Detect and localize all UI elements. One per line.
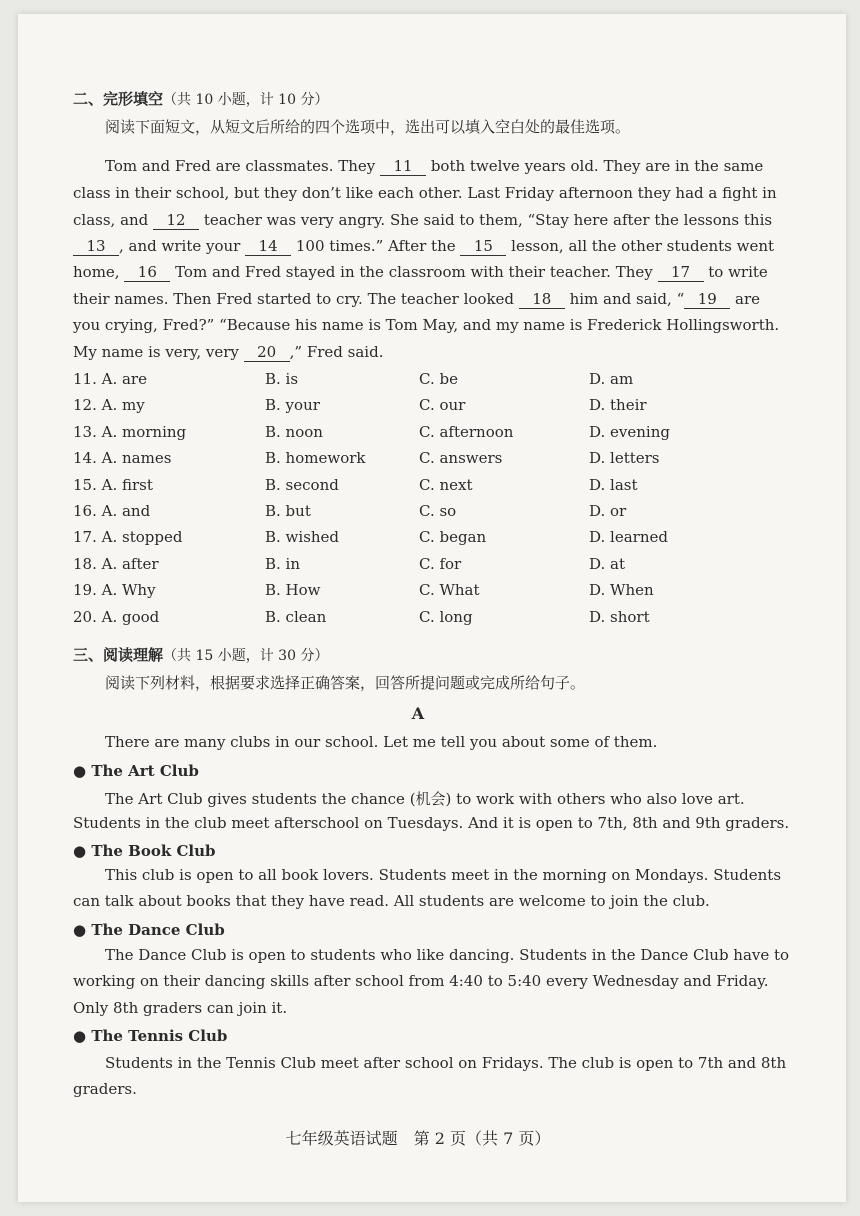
blank-number: 16 [124, 263, 170, 282]
option-a: 16. A. and [73, 502, 151, 520]
option-b: B. but [265, 502, 311, 520]
blank-number: 20 [244, 343, 290, 362]
passage-label: A [411, 704, 425, 723]
cloze-text: My name is very, very [73, 343, 244, 361]
blank-number: 11 [380, 157, 426, 176]
option-c: C. answers [419, 449, 503, 468]
option-b: B. noon [265, 422, 323, 441]
option-c: C. long [419, 607, 473, 626]
option-a: 18. A. after [73, 554, 159, 573]
book-club-text-2: can talk about books that they have read. All students are welcome to join the club. [73, 892, 710, 910]
option-b: B. wished [265, 528, 340, 547]
option-d: D. last [589, 475, 638, 494]
cloze-text: teacher was very angry. She said to them, “Stay here after the lessons this [199, 211, 773, 229]
option-b: B. is [265, 370, 299, 388]
art-club-text-2: Students in the club meet afterschool on Tuesdays. And it is open to 7th, 8th and 9th graders. [73, 814, 790, 832]
cloze-text: him and said, “ [564, 290, 685, 308]
option-b: B. in [265, 554, 301, 573]
dance-club-text-3: Only 8th graders can join it. [73, 999, 288, 1017]
blank-number: 13 [73, 237, 119, 256]
option-c: C. next [419, 475, 473, 494]
cloze-text: are [730, 290, 760, 308]
option-b: B. How [265, 581, 321, 600]
option-d: D. When [589, 581, 654, 600]
dance-club-heading: ● The Dance Club [73, 921, 225, 939]
cloze-text: class, and [73, 211, 154, 229]
book-club-heading: ● The Book Club [73, 842, 216, 860]
cloze-line [73, 263, 768, 282]
option-c: C. for [419, 554, 462, 573]
dance-club-text-2: working on their dancing skills after school from 4:40 to 5:40 every Wednesday and Friday. [73, 972, 769, 990]
blank-number: 15 [460, 237, 506, 256]
blank-number: 17 [658, 263, 704, 282]
option-c: C. afternoon [419, 422, 514, 441]
section3-header [73, 644, 328, 665]
cloze-text: their names. Then Fred started to cry. The teacher looked [73, 290, 519, 308]
option-a: 15. A. first [73, 475, 153, 494]
option-d: D. or [589, 502, 627, 520]
cloze-text: Tom and Fred are classmates. They [105, 157, 381, 175]
option-d: D. letters [589, 449, 660, 468]
option-c: C. our [419, 396, 466, 415]
blank-number: 19 [684, 290, 730, 309]
section2-instruction: 阅读下面短文，从短文后所给的四个选项中，选出可以填入空白处的最佳选项。 [105, 118, 631, 136]
option-d: D. am [589, 370, 634, 388]
cloze-text: both twelve years old. They are in the same [426, 157, 764, 175]
option-c: C. so [419, 502, 457, 520]
section3-title: 三、阅读理解 [73, 646, 164, 664]
dance-club-text-1: The Dance Club is open to students who like dancing. Students in the Dance Club have to [105, 946, 790, 964]
blank-number: 14 [245, 237, 291, 256]
book-club-text-1: This club is open to all book lovers. Students meet in the morning on Mondays. Students [105, 866, 782, 884]
cloze-text: Tom and Fred stayed in the classroom with their teacher. They [170, 263, 658, 281]
art-club-text-1: The Art Club gives students the chance (机会) to work with others who also love art. [105, 790, 745, 808]
option-a: 19. A. Why [73, 581, 156, 600]
tennis-club-text-2: graders. [73, 1080, 137, 1098]
section2-title: 二、完形填空 [73, 90, 164, 108]
cloze-line [73, 343, 383, 362]
option-c: C. What [419, 581, 480, 600]
tennis-club-text-1: Students in the Tennis Club meet after school on Fridays. The club is open to 7th and 8th [105, 1054, 787, 1072]
cloze-text: to write [703, 263, 768, 281]
page-footer: 七年级英语试题 第 2 页（共 7 页） [285, 1129, 551, 1148]
cloze-line [73, 184, 777, 202]
option-d: D. short [589, 607, 650, 626]
option-d: D. their [589, 396, 647, 415]
cloze-text: class in their school, but they don’t like each other. Last Friday afternoon they had a fight in [73, 184, 777, 202]
cloze-text: ,” Fred said. [289, 343, 384, 361]
option-a: 14. A. names [73, 449, 172, 468]
option-a: 12. A. my [73, 396, 145, 415]
option-b: B. your [265, 396, 320, 415]
option-d: D. at [589, 554, 625, 573]
exam-page [18, 14, 846, 1202]
cloze-line [73, 290, 760, 309]
option-b: B. clean [265, 607, 327, 626]
cloze-text: , and write your [119, 237, 246, 255]
cloze-text: lesson, all the other students went [506, 237, 775, 255]
section2-header [73, 88, 328, 109]
option-d: D. evening [589, 422, 670, 441]
option-b: B. second [265, 475, 339, 494]
art-club-heading: ● The Art Club [73, 762, 199, 780]
blank-number: 12 [153, 211, 199, 230]
cloze-text: you crying, Fred?” “Because his name is Tom May, and my name is Frederick Hollingsworth. [73, 316, 780, 334]
cloze-line [73, 316, 779, 334]
option-a: 17. A. stopped [73, 528, 183, 547]
option-d: D. learned [589, 528, 668, 547]
blank-number: 18 [519, 290, 565, 309]
cloze-line [73, 237, 774, 256]
cloze-line [105, 157, 763, 176]
passage-intro: There are many clubs in our school. Let me tell you about some of them. [105, 733, 658, 751]
tennis-club-heading: ● The Tennis Club [73, 1027, 228, 1045]
option-b: B. homework [265, 449, 366, 468]
option-a: 13. A. morning [73, 422, 187, 441]
option-c: C. began [419, 528, 487, 547]
option-a: 20. A. good [73, 607, 160, 626]
section3-score: （共 15 小题，计 30 分） [163, 648, 329, 664]
option-a: 11. A. are [73, 370, 147, 388]
cloze-line [73, 211, 772, 230]
section2-score: （共 10 小题，计 10 分） [163, 92, 329, 108]
section3-instruction: 阅读下列材料，根据要求选择正确答案，回答所提问题或完成所给句子。 [105, 674, 586, 692]
cloze-text: home, [73, 263, 125, 281]
cloze-text: 100 times.” After the [291, 237, 461, 255]
option-c: C. be [419, 370, 458, 388]
